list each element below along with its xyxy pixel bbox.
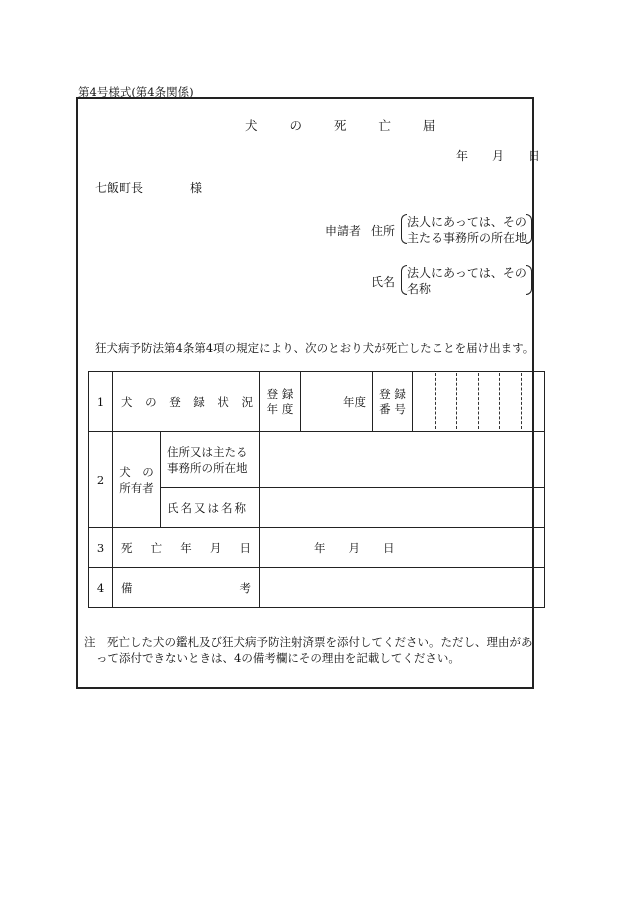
- owner-address-label: 住所又は主たる 事務所の所在地: [161, 432, 260, 488]
- applicant-label: 申請者: [325, 224, 362, 238]
- address-note-2: 主たる事務所の所在地: [407, 231, 528, 245]
- addressee-suffix: 様: [190, 181, 203, 195]
- death-date-field[interactable]: 年 月 日: [260, 528, 545, 568]
- name-label: 氏名: [371, 275, 396, 289]
- page-title: 犬 の 死 亡 届: [245, 118, 450, 133]
- digit-divider: [456, 373, 457, 429]
- registration-number-label: 登 録 番 号: [373, 372, 413, 432]
- row-number: 1: [89, 372, 113, 432]
- note-line-2: って添付できないときは、4の備考欄にその理由を記載してください。: [96, 651, 460, 665]
- death-date-label: 死 亡 年 月 日: [113, 528, 260, 568]
- date-line: 年 月 日: [456, 149, 541, 163]
- table-row: [89, 372, 545, 432]
- row-number: 3: [89, 528, 113, 568]
- owner-label: 犬 の 所有者: [113, 432, 161, 528]
- table-row: [89, 432, 545, 488]
- note-line-1: 注 死亡した犬の鑑札及び狂犬病予防注射済票を添付してください。ただし、理由があ: [84, 635, 533, 649]
- row-number: 2: [89, 432, 113, 528]
- statement: 狂犬病予防法第4条第4項の規定により、次のとおり犬が死亡したことを届け出ます。: [95, 341, 535, 355]
- registration-table: [88, 371, 545, 608]
- address-note-1: 法人にあっては、その: [407, 215, 527, 229]
- address-label: 住所: [371, 224, 396, 238]
- table-row: [89, 568, 545, 608]
- registration-year-field[interactable]: 年度: [301, 372, 373, 432]
- name-bracket-right: [526, 265, 532, 295]
- digit-divider: [435, 373, 436, 429]
- digit-divider: [478, 373, 479, 429]
- dog-registration-status-label: 犬 の 登 録 状 況: [113, 372, 260, 432]
- address-bracket-right: [526, 214, 532, 244]
- form-id: 第4号様式(第4条関係): [78, 85, 194, 99]
- registration-year-label: 登 録 年 度: [260, 372, 301, 432]
- owner-address-field[interactable]: [260, 432, 545, 488]
- digit-divider: [521, 373, 522, 429]
- remarks-field[interactable]: [260, 568, 545, 608]
- name-note-2: 名称: [407, 282, 432, 296]
- row-number: 4: [89, 568, 113, 608]
- remarks-label: 備 考: [113, 568, 260, 608]
- name-note-1: 法人にあっては、その: [407, 266, 527, 280]
- owner-name-field[interactable]: [260, 488, 545, 528]
- owner-name-label: 氏名又は名称: [161, 488, 260, 528]
- addressee: 七飯町長: [95, 181, 144, 195]
- digit-divider: [499, 373, 500, 429]
- table-row: [89, 528, 545, 568]
